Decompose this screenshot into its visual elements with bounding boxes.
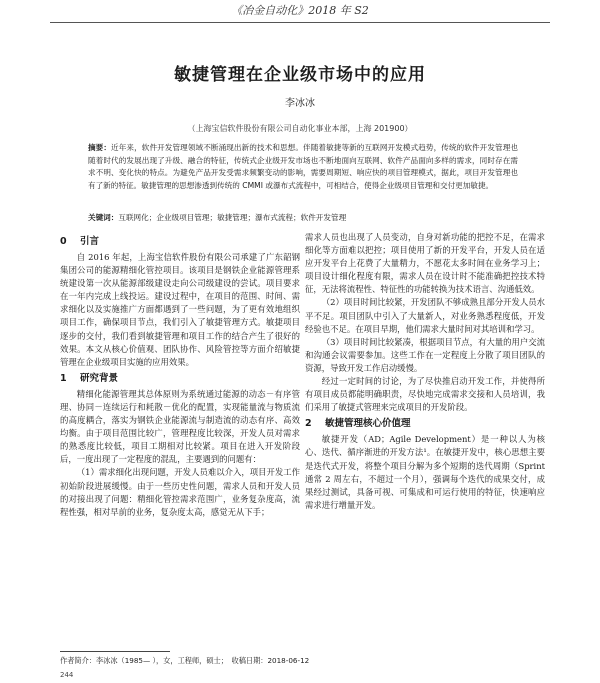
- body-paragraph: （2）项目时间比较紧，开发团队不够成熟且部分开发人员水平不足。项目团队中引入了大量新人，对业务熟悉程度低，开发经验也不足。在项目早期，他们需求大量时间对其培训和学习。: [305, 297, 545, 334]
- keywords-label: 关键词：: [88, 213, 119, 222]
- section-number: 1: [60, 372, 67, 384]
- section-number: 0: [60, 236, 67, 247]
- footnote: 作者简介：李冰冰（1985— ），女，工程师，硕士； 收稿日期：2018-06-12: [60, 656, 310, 665]
- section-heading-agile: [305, 417, 545, 431]
- body-paragraph: 需求人员也出现了人员变动，自身对新功能的把控不足，在需求细化等方面难以把控；项目使用了新的开发平台，开发人员在适应开发平台上花费了大量精力，不愿花太多时间在业务学习上；项目设计细化程度有限，需求人员在设计时不能准确把控技术特征，无法将流程性、特征性的功能转换为技术语言、沟通低效。: [305, 232, 545, 295]
- section-title: 研究背景: [80, 372, 119, 384]
- footnote-rule: [60, 651, 170, 652]
- page-number: 244: [60, 671, 74, 679]
- paper-title: 敏捷管理在企业级市场中的应用: [174, 65, 426, 85]
- section-heading-intro: [60, 235, 300, 249]
- abstract-label: 摘要：: [88, 143, 112, 152]
- header-text: 《冶金自动化》2018 年 S2: [231, 4, 369, 17]
- running-header: [0, 0, 600, 32]
- section-title: 引言: [80, 236, 100, 247]
- right-column: [305, 231, 545, 512]
- abstract-text: 近年来，软件开发管理领域不断涌现出新的技术和思想。伴随着敏捷等新的互联网开发模式趋势，传统的软件开发管理也随着时代的发展出现了升级、融合的特征，传统式企业级开发市场也不断地面向互联网、软件产品面向多样的需求，同时存在需求不明、变化快的特点。为避免产品开发受需求频繁变动的影响，需要周期短、响应快的项目管理模式，据此，项目开发管理也有了新的特征。敏捷管理的思想渗透到传统的 CMMI 或瀑布式流程中，可相结合，使得企业级项目管理和交付更加敏捷。: [88, 143, 519, 190]
- background-paragraph: 精细化能源管理其总体原则为系统通过能源的动态－有序管理、协同－连续运行和耗散－优化的配置，实现能量流与物质流的高度耦合，落实为钢铁企业能源流与制造流的动态有序、高效均衡。由于项目范围比较广，管理程度比较深，开发人员对需求的熟悉度比较低，项目工期相对比较紧。项目在进入开发阶段后，一度出现了一定程度的混乱，主要遇到的问题有：: [60, 388, 300, 465]
- abstract: [88, 142, 518, 192]
- section-title: 敏捷管理核心价值理: [325, 418, 411, 430]
- intro-paragraph: 自 2016 年起，上海宝信软件股份有限公司承建了广东韶钢集团公司的能源精细化管控项目。该项目是钢铁企业能源管理系统建设第一次从能源部级建设走向公司级建设的尝试。项目要求在一年内完成上线投运。建设过程中，在项目的范围、时间、需求细化以及实施推广方面都遇到了一些问题，为了更有效地组织项目工作，确保项目节点，我们引入了敏捷管理方式。敏捷项目逐步的交付，我们看到敏捷管理和项目工作的结合产生了很好的效果。本文从核心价值观、团队协作、风险管控等方面介绍敏捷管理在企业级项目实施的应用效果。: [60, 252, 300, 367]
- body-paragraph: 经过一定时间的讨论，为了尽快推启动开发工作，并使得所有项目成员都能明确职责，尽快地完成需求交接和人员培训，我们采用了敏捷式管理来完成项目的开发阶段。: [305, 376, 545, 413]
- body-paragraph: 敏捷开发（AD；Agile Development）是一种以人为核心、迭代、循序渐进的开发方法¹。在敏捷开发中，核心思想主要是迭代式开发，将整个项目分解为多个短期的迭代周期（Sprint 通常 2 周左右，不超过一个月），强调每个迭代的成果交付，成果经过测试，具备可视、可集成和可运行使用的特征，快速响应需求进行增量开发。: [305, 434, 545, 510]
- keywords-text: 互联网化；企业级项目管理；敏捷管理；瀑布式流程；软件开发管理: [118, 213, 347, 222]
- body-paragraph: （3）项目时间比较紧凑，根据项目节点，有大量的用户交流和沟通会议需要参加。这些工作在一定程度上分散了项目团队的资源，导致开发工作启动缓慢。: [305, 336, 545, 373]
- section-heading-background: [60, 372, 300, 386]
- author: 李冰冰: [285, 98, 315, 109]
- keywords: [88, 212, 518, 224]
- section-number: 2: [305, 418, 312, 430]
- background-paragraph: （1）需求细化出现问题，开发人员难以介入，项目开发工作初始阶段进展缓慢。由于一些历史性问题，需求人员和开发人员的对接出现了问题：精细化管控需求范围广，业务复杂度高，流程性强，相对早前的业务，复杂度太高，感觉无从下手；: [60, 467, 300, 517]
- affiliation: （上海宝信软件股份有限公司自动化事业本部，上海 201900）: [187, 124, 413, 133]
- header-rule: [50, 22, 550, 23]
- left-column: [60, 232, 300, 519]
